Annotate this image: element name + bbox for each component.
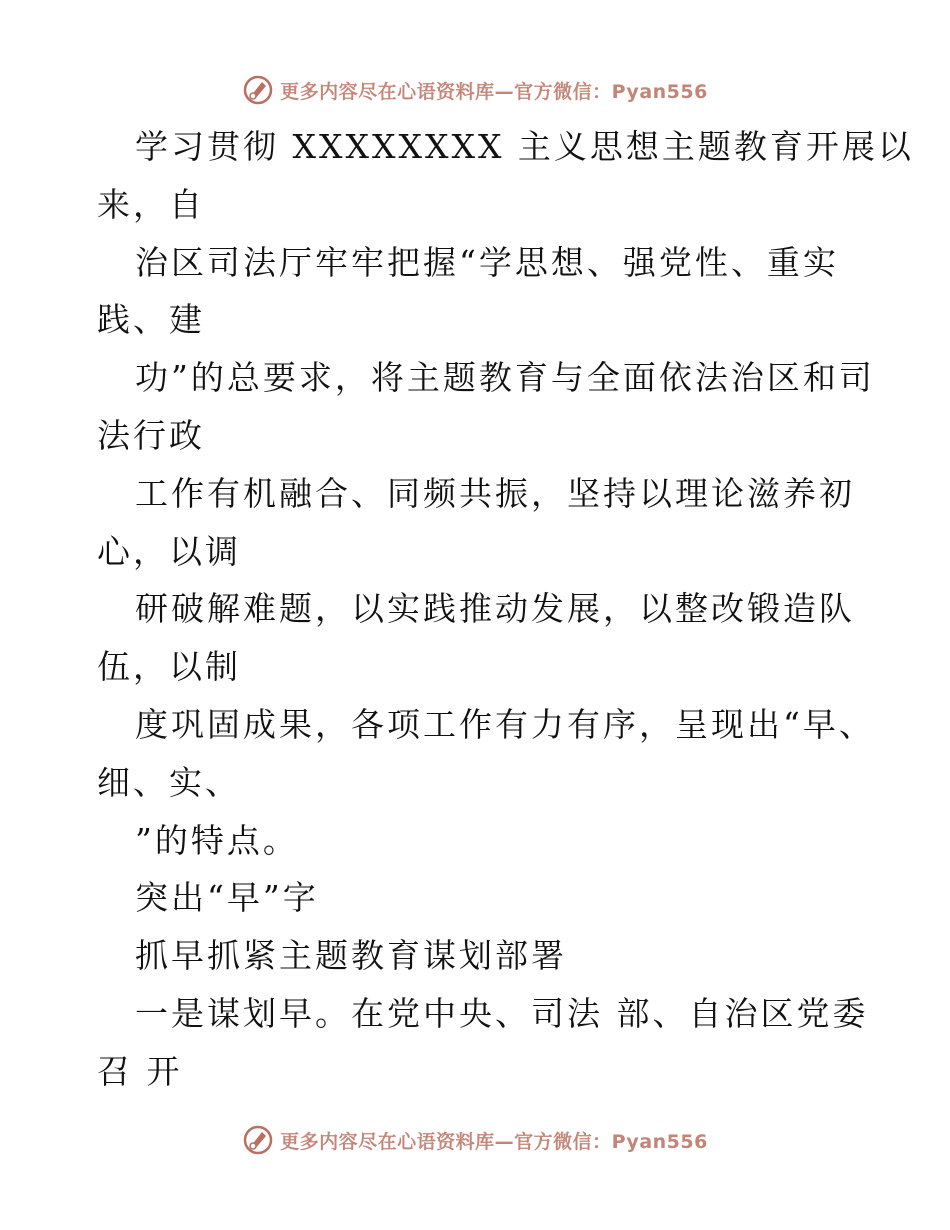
watermark-text: 更多内容尽在心语资料库—官方微信：Pyan556 [280, 80, 708, 103]
paragraph-line: 细、实、 [97, 762, 241, 802]
watermark-banner-bottom [0, 1120, 950, 1160]
paragraph-line: 研破解难题，以实践推动发展，以整改锻造队 [135, 589, 855, 629]
paragraph-line: 心，以调 [97, 531, 241, 571]
paragraph-line: 工作有机融合、同频共振，坚持以理论滋养初 [135, 473, 855, 513]
paragraph-line: ”的特点。 [135, 820, 299, 860]
document-body [97, 118, 914, 1101]
watermark-banner-top [0, 70, 950, 110]
paragraph-line: 召 开 [97, 1051, 183, 1091]
paragraph-line: 一是谋划早。在党中央、司法 部、自治区党委 [135, 993, 869, 1033]
paragraph-line: 践、建 [97, 300, 205, 340]
paragraph-line: 法行政 [97, 415, 205, 455]
logo-icon [242, 1124, 274, 1156]
paragraph-line: 度巩固成果，各项工作有力有序，呈现出“早、 [135, 704, 875, 744]
paragraph-line: 治区司法厅牢牢把握“学思想、强党性、重实 [135, 242, 839, 282]
paragraph-line: 来，自 [97, 184, 205, 224]
watermark-text: 更多内容尽在心语资料库—官方微信：Pyan556 [280, 1130, 708, 1153]
paragraph-line: 伍，以制 [97, 647, 241, 687]
logo-icon [242, 74, 274, 106]
paragraph-line: 突出“早”字 [135, 878, 319, 918]
paragraph-line: 学习贯彻 XXXXXXXX 主义思想主题教育开展以 [135, 127, 914, 166]
paragraph-line: 功”的总要求，将主题教育与全面依法治区和司 [135, 358, 875, 398]
paragraph-line: 抓早抓紧主题教育谋划部署 [135, 936, 567, 976]
